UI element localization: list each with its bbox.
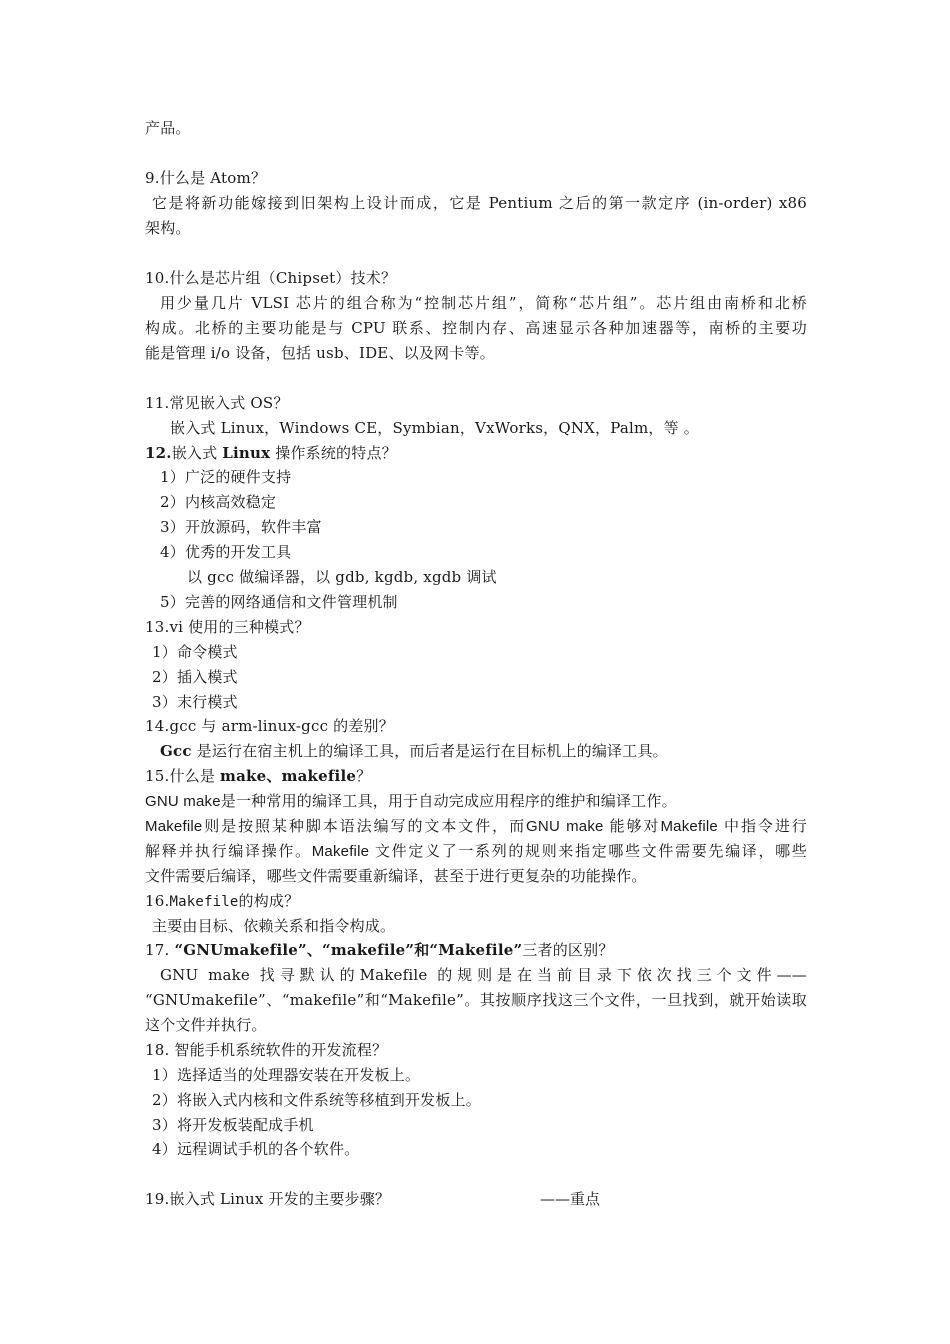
question-17-answer-line: “GNUmakefile”、“makefile”和“Makefile”。其按顺序找这三个文件，一旦找到，就开始读取 xyxy=(145,991,807,1009)
question-17-title-post: 三者的区别？ xyxy=(522,941,614,959)
question-12-title-post: 操作系统的特点？ xyxy=(270,444,397,462)
question-12-title-bold: Linux xyxy=(222,444,271,462)
question-14-title: 14.gcc 与 arm-linux-gcc 的差别？ xyxy=(145,717,394,735)
text-line: 产品。 xyxy=(145,119,191,137)
question-9-answer-line: 架构。 xyxy=(145,219,191,237)
question-11-answer-line: 嵌入式 Linux，Windows CE，Symbian，VxWorks，QNX，Palm，等 。 xyxy=(170,419,699,437)
question-12-list-item: 1）广泛的硬件支持 xyxy=(160,468,292,486)
question-14-answer-bold: Gcc xyxy=(160,742,192,760)
question-15-title-bold: make xyxy=(220,767,267,785)
question-12-title xyxy=(145,441,807,466)
question-13-list-item: 3）末行模式 xyxy=(152,693,238,711)
question-16-answer-line: 主要由目标、依赖关系和指令构成。 xyxy=(152,917,396,935)
question-16-title-post: 的构成？ xyxy=(238,892,300,910)
question-11-title: 11.常见嵌入式 OS？ xyxy=(145,394,289,412)
question-15-answer-line: Makefile则是按照某种脚本语法编写的文本文件，而GNU make 能够对Makefile 中指令进行 xyxy=(145,818,807,835)
question-14-answer-rest: 是运行在宿主机上的编译工具，而后者是运行在目标机上的编译工具。 xyxy=(191,742,668,760)
question-15-title xyxy=(145,764,807,789)
question-16-number: 16. xyxy=(145,892,170,910)
question-13-list-item: 2）插入模式 xyxy=(152,668,238,686)
question-17-number: 17. xyxy=(145,941,175,959)
question-10-title: 10.什么是芯片组（Chipset）技术？ xyxy=(145,269,397,287)
question-18-list-item: 2）将嵌入式内核和文件系统等移植到开发板上。 xyxy=(152,1091,481,1109)
question-15-answer-line: GNU make是一种常用的编译工具，用于自动完成应用程序的维护和编译工作。 xyxy=(145,793,677,810)
question-18-list-item: 1）选择适当的处理器安装在开发板上。 xyxy=(152,1066,421,1084)
question-14-answer-line xyxy=(160,739,822,764)
question-17-answer-line: GNU make 找寻默认的Makefile 的规则是在当前目录下依次找三个文件—— xyxy=(160,966,807,984)
question-15-title-pre: 15.什么是 xyxy=(145,767,221,785)
question-10-answer-line: 构成。北桥的主要功能是与 CPU 联系、控制内存、高速显示各种加速器等，南桥的主要功 xyxy=(145,319,807,337)
question-15-title-bold: makefile xyxy=(281,767,357,785)
question-13-list-item: 1）命令模式 xyxy=(152,643,238,661)
emphasis-note: ——重点 xyxy=(540,1190,601,1208)
question-16-title xyxy=(145,889,807,915)
question-17-answer-line: 这个文件并执行。 xyxy=(145,1016,267,1034)
question-15-answer-line: 解释并执行编译操作。Makefile 文件定义了一系列的规则来指定哪些文件需要先编译，哪些 xyxy=(145,843,807,860)
question-16-title-mono: Makefile xyxy=(169,894,239,910)
question-9-title: 9.什么是 Atom？ xyxy=(145,169,267,187)
question-12-list-subitem: 以 gcc 做编译器，以 gdb, kgdb, xgdb 调试 xyxy=(187,568,497,586)
question-12-title-pre: 嵌入式 xyxy=(171,444,223,462)
question-12-list-item: 5）完善的网络通信和文件管理机制 xyxy=(160,593,398,611)
question-19-title: 19.嵌入式 Linux 开发的主要步骤？ xyxy=(145,1190,391,1208)
question-18-list-item: 3）将开发板装配成手机 xyxy=(152,1116,314,1134)
question-18-list-item: 4）远程调试手机的各个软件。 xyxy=(152,1140,360,1158)
question-15-answer-line: 文件需要后编译，哪些文件需要重新编译，甚至于进行更复杂的功能操作。 xyxy=(145,868,647,885)
question-17-title-bold: “GNUmakefile”、“makefile”和“Makefile” xyxy=(174,941,523,959)
question-18-title: 18. 智能手机系统软件的开发流程？ xyxy=(145,1041,388,1059)
question-17-title xyxy=(145,938,807,963)
question-12-list-item: 2）内核高效稳定 xyxy=(160,493,277,511)
question-13-title: 13.vi 使用的三种模式？ xyxy=(145,618,310,636)
question-15-title-post: ？ xyxy=(356,767,372,785)
question-9-answer-line: 它是将新功能嫁接到旧架构上设计而成，它是 Pentium 之后的第一款定序 (in-order) x86 xyxy=(152,194,807,212)
question-10-answer-line: 用少量几片 VLSI 芯片的组合称为“控制芯片组”，简称“芯片组”。芯片组由南桥和北桥 xyxy=(160,294,807,312)
question-12-list-item: 3）开放源码，软件丰富 xyxy=(160,518,322,536)
question-12-number: 12. xyxy=(145,444,172,462)
question-15-title-separator: 、 xyxy=(266,767,282,785)
question-12-list-item: 4）优秀的开发工具 xyxy=(160,543,292,561)
question-10-answer-line: 能是管理 i/o 设备，包括 usb、IDE、以及网卡等。 xyxy=(145,344,495,362)
